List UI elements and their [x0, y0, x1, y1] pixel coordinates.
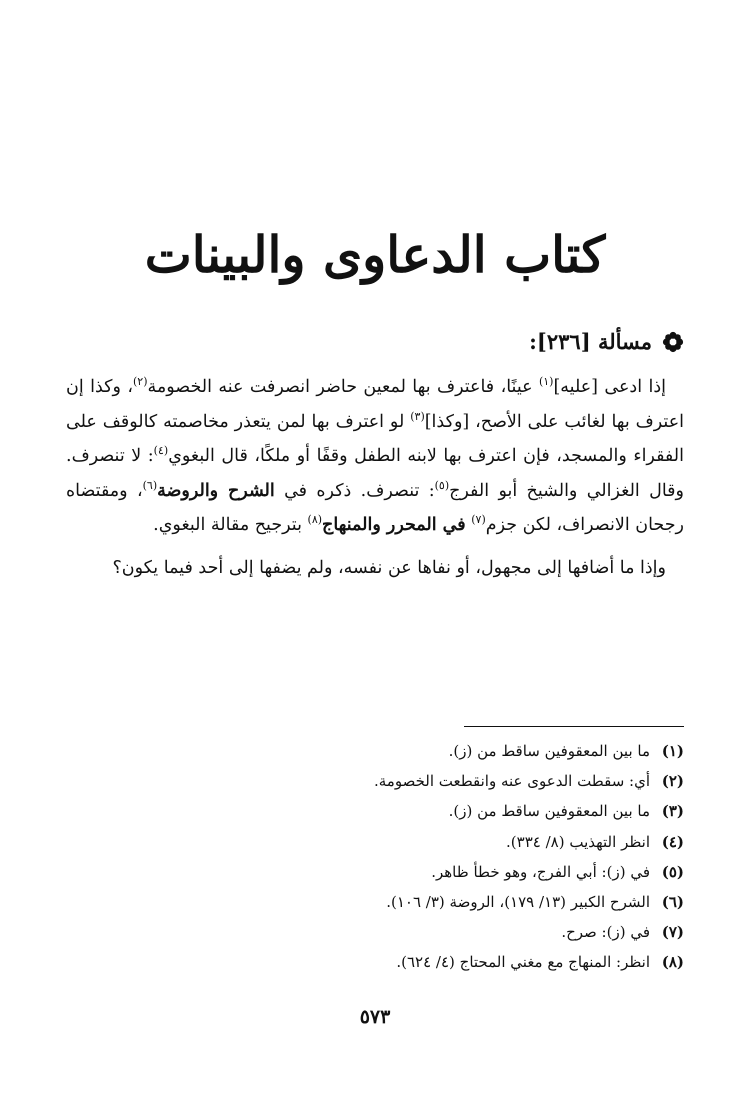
- footnote-text: ما بين المعقوفين ساقط من (ز).: [448, 802, 650, 821]
- text-run: ، وكذا إن اعترف بها لغائب على الأصح، [وكذا]: [66, 377, 685, 432]
- text-run: : تنصرف. ذكره في: [274, 480, 435, 501]
- footnote-text: الشرح الكبير (١٣/ ١٧٩)، الروضة (٣/ ١٠٦).: [386, 893, 650, 912]
- bold-text: الشرح والروضة: [157, 480, 275, 501]
- footnote: [66, 887, 684, 917]
- footnote-ref: (٦): [142, 478, 158, 492]
- page-number: ٥٧٣: [359, 1006, 391, 1028]
- text-run: بترجيح مقالة البغوي.: [153, 515, 308, 535]
- text-run: وإذا ما أضافها إلى مجهول، أو نفاها عن نفسه، ولم يضفها إلى أحد فيما يكون؟: [112, 557, 666, 578]
- footnote-text: انظر: المنهاج مع مغني المحتاج (٤/ ٦٢٤).: [396, 953, 650, 972]
- text-run: إذا ادعى [عليه]: [553, 377, 666, 397]
- footnotes-list: [66, 736, 684, 978]
- footnote-number: (١): [661, 742, 684, 760]
- footnote: [66, 736, 684, 766]
- footnote-text: في (ز): أبي الفرج، وهو خطأ ظاهر.: [431, 862, 650, 881]
- footnote: [66, 796, 684, 826]
- issue-heading-text: مسألة [٢٣٦]:: [529, 329, 652, 354]
- footnote-number: (٧): [661, 923, 684, 942]
- bold-text: في المحرر والمنهاج: [322, 515, 466, 535]
- footnote-ref: (٣): [410, 409, 425, 423]
- footnote: [66, 827, 684, 857]
- footnote-divider: [464, 726, 684, 727]
- footnote-number: (٤): [661, 832, 684, 851]
- paragraph: [66, 551, 684, 586]
- footnote-number: (٥): [661, 862, 684, 881]
- text-run: عينًا، فاعترف بها لمعين حاضر انصرفت عنه الخصومة: [147, 377, 539, 397]
- footnote-ref: (٤): [153, 444, 169, 458]
- footnote: [66, 917, 684, 947]
- footnote-ref: (٥): [434, 478, 450, 492]
- chapter-title: كتاب الدعاوى والبينات: [144, 225, 606, 284]
- footnote: [66, 947, 684, 977]
- footnote-text: ما بين المعقوفين ساقط من (ز).: [448, 742, 650, 760]
- text-run: : لا تنصرف. وقال الغزالي والشيخ أبو الفرج: [66, 446, 684, 501]
- footnote-number: (٣): [661, 802, 684, 821]
- footnote-text: أي: سقطت الدعوى عنه وانقطعت الخصومة.: [373, 772, 650, 791]
- footnote-number: (٨): [661, 953, 684, 972]
- footnote-number: (٦): [661, 893, 684, 912]
- footnote-number: (٢): [661, 772, 684, 791]
- main-text: [66, 370, 684, 585]
- paragraph: [66, 370, 684, 543]
- flower-ornament-icon: [662, 331, 684, 353]
- footnote-ref: (٧): [471, 513, 486, 527]
- text-run: لو اعترف بها لمن يتعذر مخاصمته كالوقف على الفقراء والمسجد، فإن اعترف بها لابنه الطفل وقفًا أو ملكًا، قال البغوي: [66, 411, 684, 466]
- footnote: [66, 766, 684, 796]
- footnote-text: انظر التهذيب (٨/ ٣٣٤).: [506, 832, 650, 851]
- footnote: [66, 857, 684, 887]
- text-run: ، ومقتضاه رجحان الانصراف، لكن جزم: [66, 480, 684, 535]
- footnote-ref: (١): [538, 375, 554, 389]
- footnote-text: في (ز): صرح.: [561, 923, 650, 942]
- issue-heading: [529, 328, 684, 355]
- footnote-ref: (٢): [132, 375, 148, 389]
- footnote-ref: (٨): [307, 513, 323, 527]
